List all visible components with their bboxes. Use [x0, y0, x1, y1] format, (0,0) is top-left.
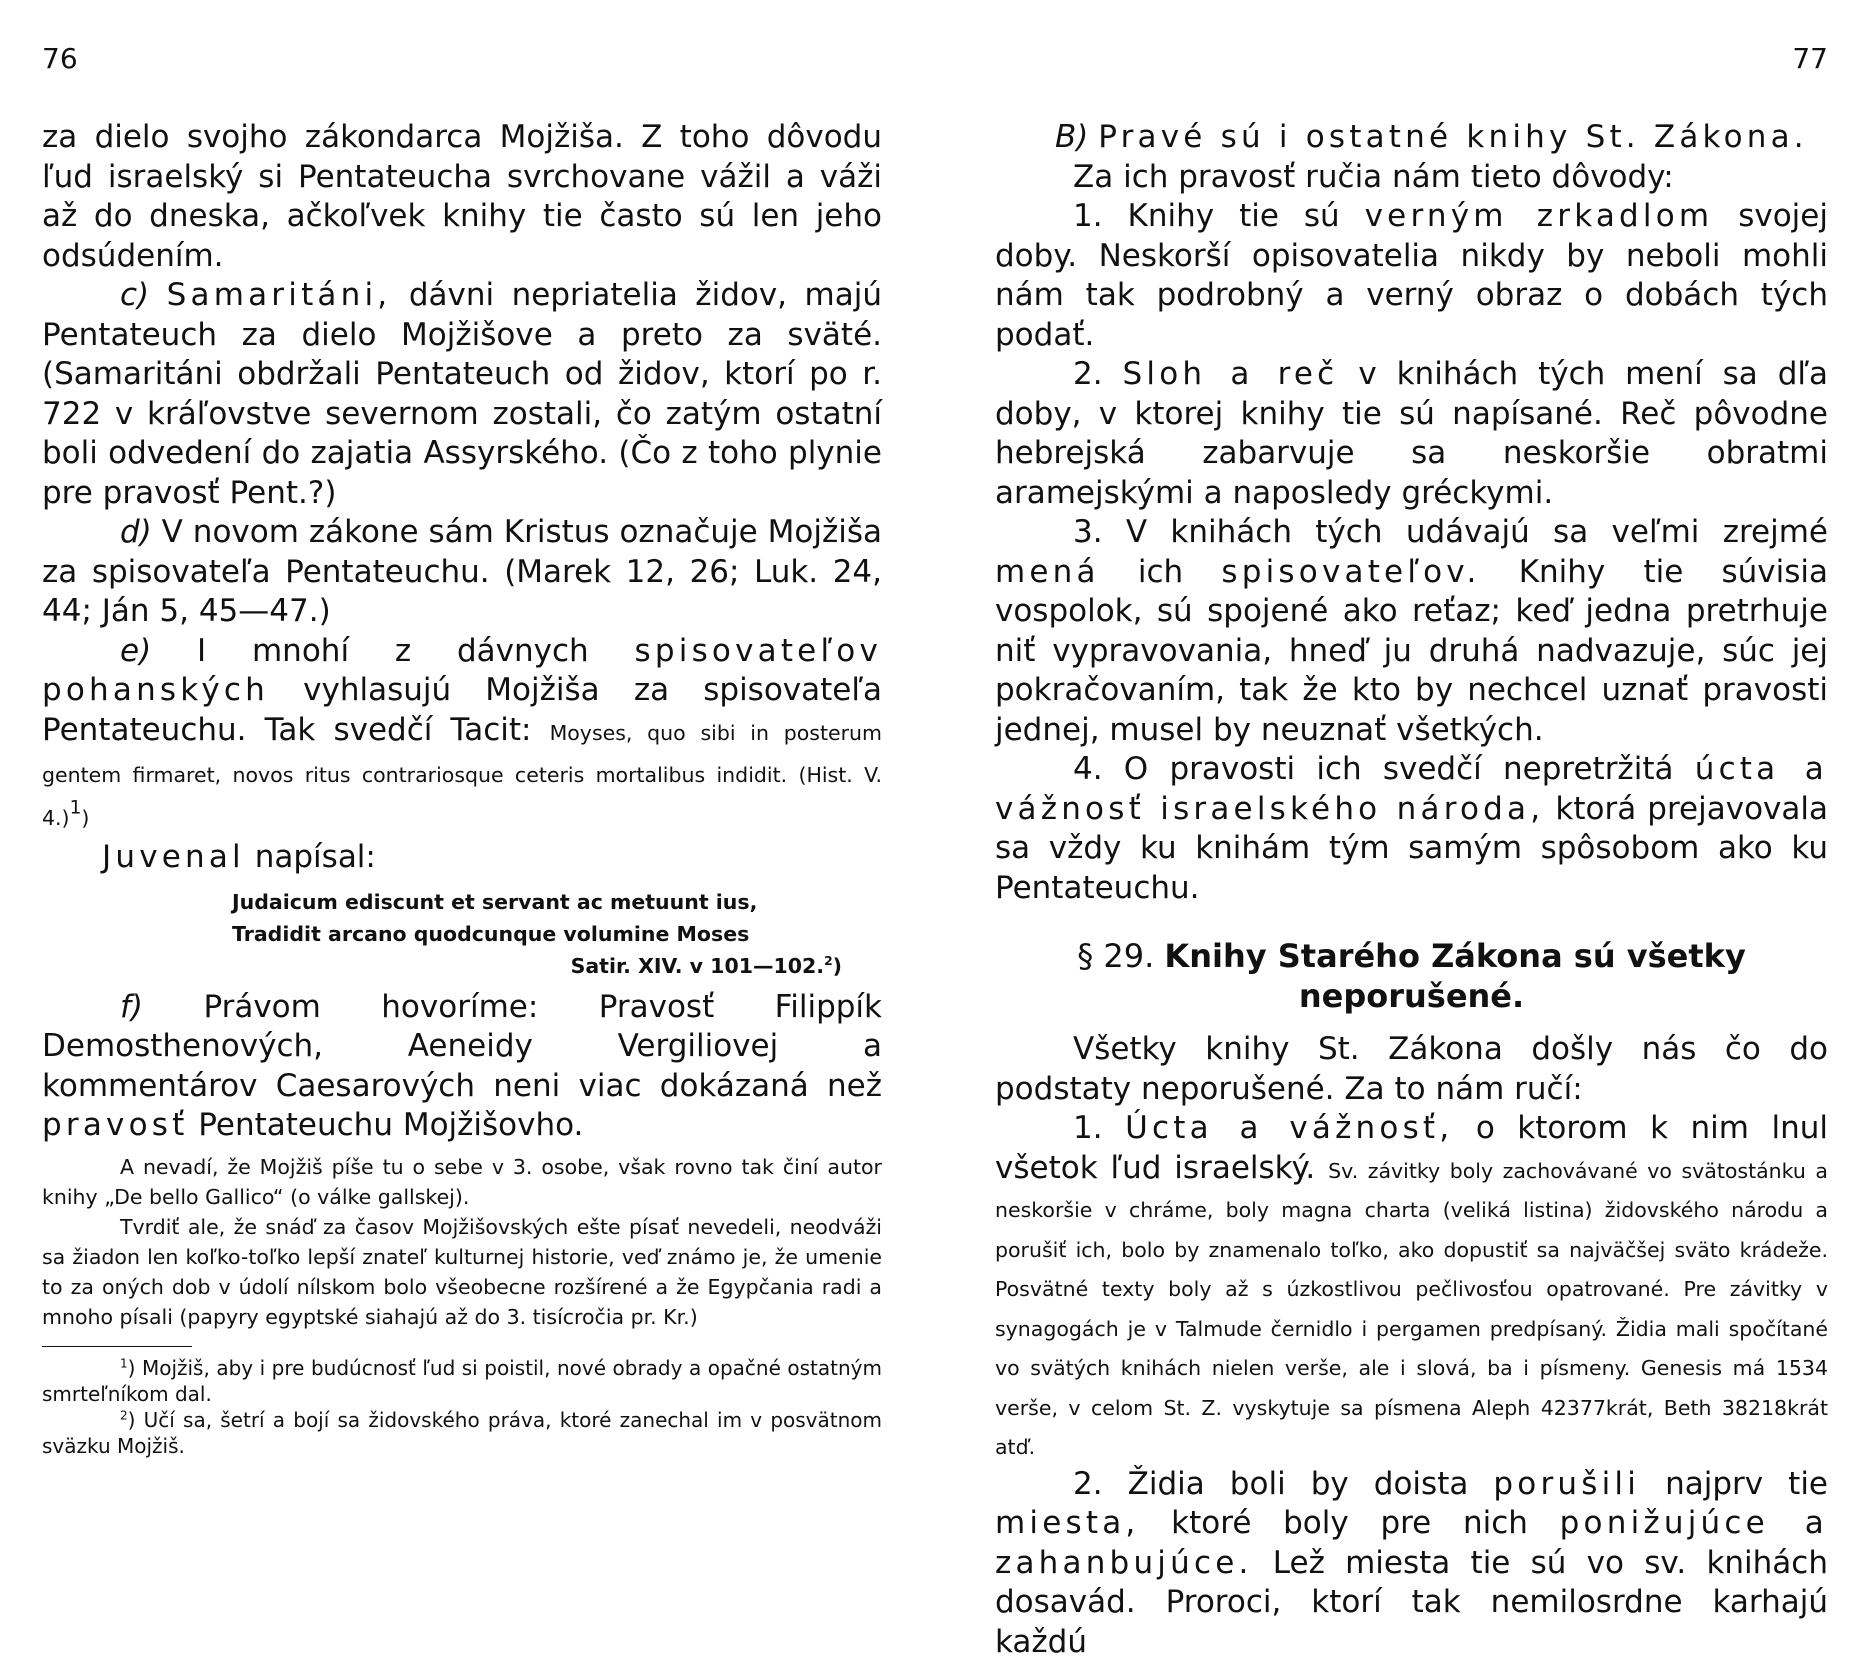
section-number: § 29.	[1077, 937, 1154, 975]
page-number: 76	[42, 42, 78, 75]
paragraph-text: 2.	[1073, 356, 1123, 392]
paragraph-text: 4. O pravosti ich svedčí nepretržitá	[1073, 751, 1695, 787]
spaced-emphasis: pravosť	[42, 1107, 188, 1143]
reason-1	[995, 1109, 1828, 1465]
note-text: Sv. závitky boly zachovávané vo svätostánku a neskoršie v chráme, boly magna charta (veliká listina) židovského národu a porušiť ich, bolo by znamenalo toľko, ako dopustiť sa najväčšej sväto krádeže. Posvätné texty boly až s úzkostlivou pečlivosťou opatrované. Pre závitky v synagogách je v Talmude černidlo i pergamen predpísaný. Židia mali spočítané vo svätých knihách nielen verše, ale i slová, ba i písmeny. Genesis má 1534 verše, v celom St. Z. vyskytuje sa písmena Aleph 42377krát, Beth 38218krát atď.	[995, 1159, 1828, 1460]
paragraph-continued: za dielo svojho zákondarca Mojžiša. Z toho dôvodu ľud israelský si Pentateucha svrchovane vážil a váži až do dneska, ačkoľvek knihy tie často sú len jeho odsúdením.	[42, 118, 882, 276]
paragraph-text: Pentateuchu Mojžišovho.	[188, 1107, 583, 1143]
right-page-body	[995, 118, 1828, 1662]
paragraph-text: Právom hovoríme: Pravosť Filippík Demosthenových, Aeneidy Vergiliovej a kommentárov Caesarových neni viac dokázaná než	[42, 989, 882, 1104]
footnote-rule	[42, 1346, 192, 1347]
paragraph-text: 1.	[1073, 1110, 1125, 1146]
juvenal-poem	[232, 886, 882, 982]
paragraph-text: 3. V knihách tých udávajú sa veľmi zrejmé	[1073, 514, 1828, 550]
note-paragraph: Tvrdiť ale, že snáď za časov Mojžišovských ešte písať nevedeli, neodváži sa žiadon len koľko-toľko lepší znateľ kulturnej historie, veď známo je, že umenie to za oných dob v údolí nílskom bolo všeobecne rozšírené a že Egypčania radi a mnoho písali (papyry egyptské siahajú až do 3. tisícročia pr. Kr.)	[42, 1212, 882, 1332]
note-paragraph: A nevadí, že Mojžiš píše tu o sebe v 3. osobe, však rovno tak činí autor knihy „De bello Gallico“ (o válke gallskej).	[42, 1152, 882, 1212]
spaced-emphasis: Juvenal	[102, 839, 245, 875]
item-label: d)	[120, 514, 152, 550]
footnote-text: ) Mojžiš, aby i pre budúcnosť ľud si poistil, nové obrady a opačné ostatným smrteľníkom dal.	[42, 1356, 882, 1406]
paragraph-text: o ktorom k nim lnul všetok ľud israelský.	[995, 1110, 1828, 1186]
paragraph-text: I mnohí z dávnych	[151, 633, 634, 669]
spaced-emphasis: porušili	[1493, 1466, 1640, 1502]
paragraph-text: dávni nepriatelia židov, majú Pentateuch za dielo Mojžišove a preto za sväté. (Samaritáni obdržali Pentateuch od židov, ktorí po r. 722 v kráľovstve severnom zostali, čo zatým ostatní boli odvedení do zajatia Assyrského. (Čo z toho plynie pre pravosť Pent.?)	[42, 277, 882, 511]
footnote-ref: 2	[824, 954, 833, 968]
paragraph-text: v knihách tých mení sa dľa doby, v ktorej knihy tie sú napísané. Reč pôvodne hebrejská zabarvuje sa neskoršie obratmi aramejskými a naposledy gréckymi.	[995, 356, 1828, 511]
point-2	[995, 355, 1828, 513]
paragraph-text: Lež miesta tie sú vo sv. knihách dosavád. Proroci, ktorí tak nemilosrdne karhajú každú	[995, 1545, 1828, 1660]
reason-2	[995, 1465, 1828, 1662]
footnote-1	[42, 1355, 882, 1407]
footnote-mark: 2	[120, 1408, 128, 1422]
section-title: Knihy Starého Zákona sú všetky neporušené.	[1164, 937, 1745, 1015]
paragraph-text: V novom zákone sám Kristus označuje Mojžiša za spisovateľa Pentateuchu. (Marek 12, 26; Luk. 24, 44; Ján 5, 45—47.)	[42, 514, 882, 629]
page-number: 77	[1792, 42, 1828, 75]
item-label: f)	[120, 989, 143, 1025]
spaced-emphasis: Úcta a vážnosť,	[1125, 1110, 1453, 1146]
spaced-emphasis: mená	[995, 554, 1100, 590]
spaced-emphasis: Pravé sú i ostatné knihy St. Zákona.	[1098, 119, 1808, 155]
spaced-emphasis: Samaritáni,	[167, 277, 392, 313]
paragraph-text: 1. Knihy tie sú	[1073, 198, 1365, 234]
paragraph-text: Knihy tie súvisia vospolok, sú spojené ako reťaz; keď jedna pretrhuje niť vypravovania, hneď ju druhá nadvazuje, súc jej pokračovaním, tak že kto by nechcel uznať pravosti jednej, musel by neuznať všetkých.	[995, 554, 1828, 748]
poem-reference	[232, 950, 882, 982]
section-b-subtitle: Za ich pravosť ručia nám tieto dôvody:	[1073, 158, 1828, 198]
poem-line: Tradidit arcano quodcunque volumine Moses	[232, 918, 882, 950]
poem-ref-close: )	[833, 954, 842, 978]
footnote-2	[42, 1407, 882, 1459]
right-page	[995, 0, 1828, 1500]
poem-ref-text: Satir. XIV. v 101—102.	[571, 954, 825, 978]
spaced-emphasis: verným zrkadlom	[1365, 198, 1714, 234]
paragraph-text: svojej doby. Neskorší opisovatelia nikdy by neboli mohli nám tak podrobný a verný obraz o dobách tých podať.	[995, 198, 1828, 353]
paragraph-text: 2. Židia boli by doista	[1073, 1466, 1493, 1502]
paragraph-text: vyhlasujú Mojžiša za spisovateľa Pentateuchu. Tak svedčí Tacit:	[42, 672, 882, 748]
poem-line: Judaicum ediscunt et servant ac metuunt ius,	[232, 886, 882, 918]
spaced-emphasis: úcta a vážnosť israelského národa,	[995, 751, 1828, 827]
left-page-body	[42, 118, 882, 1459]
section-heading	[995, 936, 1828, 1016]
spaced-emphasis: Sloh a reč	[1123, 356, 1339, 392]
paragraph-text: napísal:	[245, 839, 376, 875]
item-label: c)	[120, 277, 149, 313]
point-4	[995, 750, 1828, 908]
paragraph-text: ktoré boly pre nich	[1139, 1505, 1559, 1541]
footnote-mark: 1	[120, 1356, 128, 1370]
latin-quote: Moyses, quo sibi in posterum gentem firmaret, novos ritus contrariosque ceteris mortalibus indidit. (Hist. V. 4.)	[42, 721, 882, 830]
point-1	[995, 197, 1828, 355]
spaced-emphasis: spisovateľov pohanských	[42, 633, 882, 709]
paragraph-text: ktorá prejavovala sa vždy ku knihám tým samým spôsobom ako ku Pentateuchu.	[995, 791, 1828, 906]
point-3	[995, 513, 1828, 750]
intro-paragraph: Všetky knihy St. Zákona došly nás čo do podstaty neporušené. Za to nám ručí:	[995, 1030, 1828, 1109]
spaced-emphasis: miesta,	[995, 1505, 1139, 1541]
paragraph-f	[42, 988, 882, 1146]
item-label: e)	[120, 633, 151, 669]
footnote-text: ) Učí sa, šetrí a bojí sa židovského práva, ktoré zanechal im v posvätnom sväzku Mojžiš.	[42, 1408, 882, 1458]
paragraph-e: e) I mnohí z dávnych spisovateľov pohanských vyhlasujú Mojžiša za spisovateľa Pentateuchu. Tak svedčí Tacit: Moyses, quo sibi in posterum gentem firmaret, novos ritus contrariosque ceteris mortalibus indidit. (Hist. V. 4.)$^1$)	[42, 632, 882, 839]
item-label: B)	[1055, 119, 1088, 155]
section-b-title	[1055, 118, 1828, 158]
juvenal-line	[102, 838, 882, 878]
paragraph-c	[42, 276, 882, 513]
spaced-emphasis: spisovateľov.	[1221, 554, 1480, 590]
paragraph-text: ich	[1100, 554, 1222, 590]
footnote-ref: 1	[70, 797, 82, 818]
left-page	[42, 0, 882, 1500]
spaced-emphasis: ponižujúce a zahanbujúce.	[995, 1505, 1828, 1581]
paragraph-d	[42, 513, 882, 632]
paragraph-text: najprv tie	[1640, 1466, 1828, 1502]
